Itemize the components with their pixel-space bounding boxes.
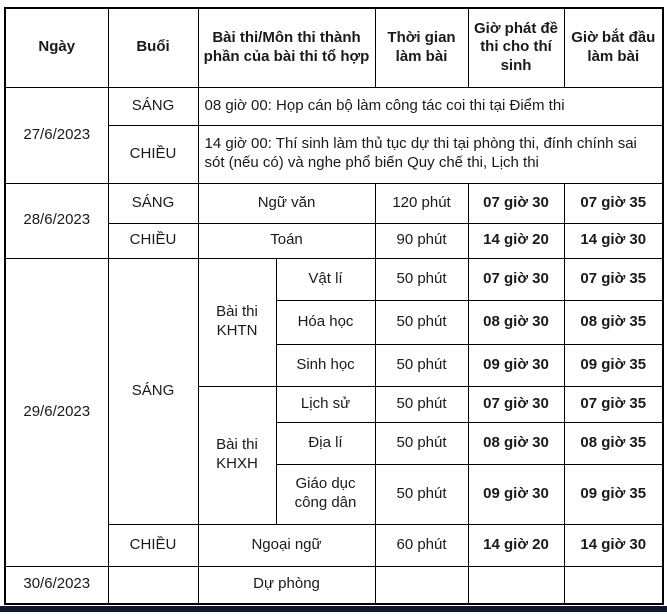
subject-cell-sinh-hoc: Sinh học xyxy=(276,344,375,386)
duration-cell: 60 phút xyxy=(375,524,468,566)
row-28-6-morning xyxy=(5,183,663,223)
header-row xyxy=(5,8,663,87)
subject-cell-gdcd: Giáo dục công dân xyxy=(276,464,375,524)
subject-cell-toan: Toán xyxy=(198,223,375,258)
start-time-cell: 08 giờ 35 xyxy=(564,300,663,344)
start-time-cell: 07 giờ 35 xyxy=(564,183,663,223)
date-cell-28-6: 28/6/2023 xyxy=(5,183,108,258)
start-time-cell: 07 giờ 35 xyxy=(564,386,663,422)
row-27-6-morning xyxy=(5,87,663,125)
handout-time-cell: 07 giờ 30 xyxy=(468,386,564,422)
note-cell-meeting: 08 giờ 00: Họp cán bộ làm công tác coi thi tại Điểm thi xyxy=(198,87,663,125)
handout-time-cell: 07 giờ 30 xyxy=(468,258,564,300)
start-time-cell: 14 giờ 30 xyxy=(564,223,663,258)
exam-schedule-table xyxy=(4,7,664,605)
start-time-cell: 08 giờ 35 xyxy=(564,422,663,464)
duration-cell: 50 phút xyxy=(375,464,468,524)
header-cell-start-time: Giờ bắt đầu làm bài xyxy=(564,8,663,87)
exam-schedule-table-wrap xyxy=(4,7,664,605)
subject-cell-vat-li: Vật lí xyxy=(276,258,375,300)
start-time-cell-empty xyxy=(564,566,663,604)
date-cell-30-6: 30/6/2023 xyxy=(5,566,108,604)
subject-cell-hoa-hoc: Hóa học xyxy=(276,300,375,344)
header-cell-duration: Thời gian làm bài xyxy=(375,8,468,87)
session-cell-afternoon: CHIỀU xyxy=(108,524,198,566)
bottom-divider-bar xyxy=(0,606,667,612)
row-30-6 xyxy=(5,566,663,604)
duration-cell: 50 phút xyxy=(375,344,468,386)
subject-cell-ngu-van: Ngữ văn xyxy=(198,183,375,223)
date-cell-27-6: 27/6/2023 xyxy=(5,87,108,183)
header-cell-session: Buổi xyxy=(108,8,198,87)
session-cell-morning: SÁNG xyxy=(108,87,198,125)
start-time-cell: 09 giờ 35 xyxy=(564,344,663,386)
handout-time-cell: 08 giờ 30 xyxy=(468,422,564,464)
header-cell-handout-time: Giờ phát đề thi cho thí sinh xyxy=(468,8,564,87)
duration-cell: 50 phút xyxy=(375,300,468,344)
session-cell-morning: SÁNG xyxy=(108,258,198,524)
start-time-cell: 09 giờ 35 xyxy=(564,464,663,524)
duration-cell: 50 phút xyxy=(375,422,468,464)
note-cell-du-phong: Dự phòng xyxy=(198,566,375,604)
subject-cell-ngoai-ngu: Ngoại ngữ xyxy=(198,524,375,566)
duration-cell-empty xyxy=(375,566,468,604)
date-cell-29-6: 29/6/2023 xyxy=(5,258,108,566)
session-cell-afternoon: CHIỀU xyxy=(108,125,198,183)
group-cell-khtn: Bài thi KHTN xyxy=(198,258,276,386)
duration-cell: 50 phút xyxy=(375,386,468,422)
session-cell-morning: SÁNG xyxy=(108,183,198,223)
subject-cell-dia-li: Địa lí xyxy=(276,422,375,464)
row-29-6-vat-li xyxy=(5,258,663,300)
handout-time-cell: 07 giờ 30 xyxy=(468,183,564,223)
handout-time-cell: 09 giờ 30 xyxy=(468,464,564,524)
handout-time-cell: 14 giờ 20 xyxy=(468,524,564,566)
handout-time-cell: 14 giờ 20 xyxy=(468,223,564,258)
subject-cell-lich-su: Lịch sử xyxy=(276,386,375,422)
duration-cell: 90 phút xyxy=(375,223,468,258)
note-cell-procedures: 14 giờ 00: Thí sinh làm thủ tục dự thi tại phòng thi, đính chính sai sót (nếu có) và nghe phổ biến Quy chế thi, Lịch thi xyxy=(198,125,663,183)
start-time-cell: 07 giờ 35 xyxy=(564,258,663,300)
handout-time-cell: 08 giờ 30 xyxy=(468,300,564,344)
session-cell-empty xyxy=(108,566,198,604)
handout-time-cell-empty xyxy=(468,566,564,604)
duration-cell: 120 phút xyxy=(375,183,468,223)
group-cell-khxh: Bài thi KHXH xyxy=(198,386,276,524)
handout-time-cell: 09 giờ 30 xyxy=(468,344,564,386)
start-time-cell: 14 giờ 30 xyxy=(564,524,663,566)
header-cell-date: Ngày xyxy=(5,8,108,87)
header-cell-subject: Bài thi/Môn thi thành phần của bài thi tổ hợp xyxy=(198,8,375,87)
duration-cell: 50 phút xyxy=(375,258,468,300)
session-cell-afternoon: CHIỀU xyxy=(108,223,198,258)
